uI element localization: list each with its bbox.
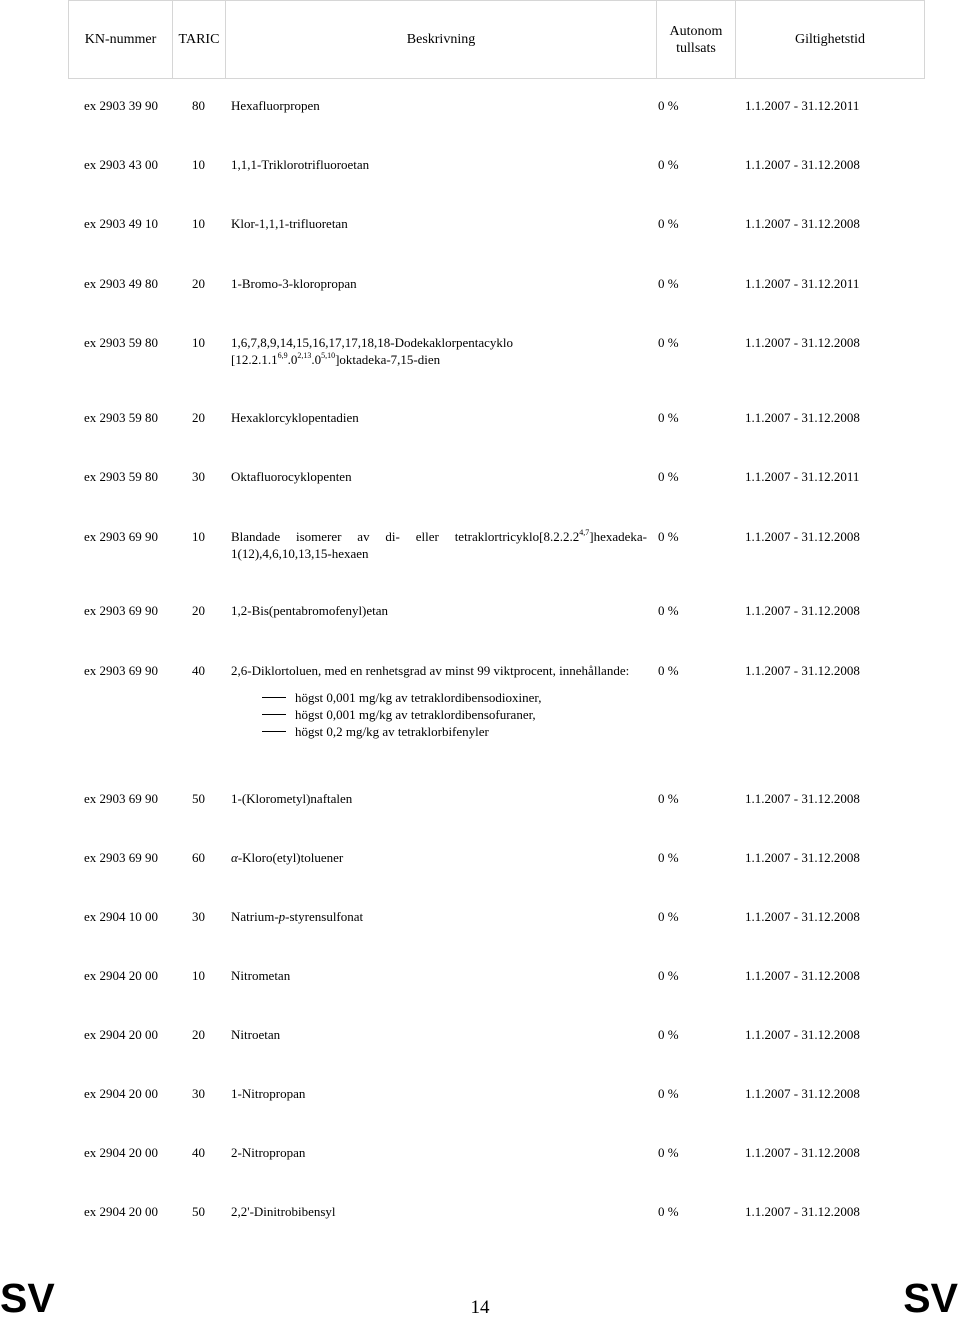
validity-period: 1.1.2007 - 31.12.2008 xyxy=(745,1086,860,1101)
kn-number: ex 2903 69 90 xyxy=(84,663,159,678)
kn-number: ex 2903 69 90 xyxy=(84,603,159,618)
header-taric: TARIC xyxy=(178,32,220,47)
dash-bullet xyxy=(262,697,286,698)
dash-bullet xyxy=(262,714,286,715)
superscript: 4,7 xyxy=(579,528,590,537)
description: 2,2'-Dinitrobibensyl xyxy=(231,1204,336,1219)
kn-number: ex 2904 20 00 xyxy=(84,1027,159,1042)
bullet-item xyxy=(231,689,647,706)
header-giltighetstid: Giltighetstid xyxy=(795,32,865,47)
duty-rate: 0 % xyxy=(658,968,679,983)
validity-period: 1.1.2007 - 31.12.2008 xyxy=(745,1204,860,1219)
duty-rate: 0 % xyxy=(658,335,679,350)
language-code-left: SV xyxy=(0,1275,55,1321)
validity-period: 1.1.2007 - 31.12.2008 xyxy=(745,157,860,172)
description: 1,2-Bis(pentabromofenyl)etan xyxy=(231,603,389,618)
taric-code: 20 xyxy=(192,1027,205,1042)
superscript: 2,13 xyxy=(297,351,312,360)
taric-code: 30 xyxy=(192,1086,205,1101)
taric-code: 20 xyxy=(192,410,205,425)
language-code-right: SV xyxy=(903,1275,958,1321)
kn-number: ex 2903 69 90 xyxy=(84,850,159,865)
duty-rate: 0 % xyxy=(658,663,679,678)
validity-period: 1.1.2007 - 31.12.2011 xyxy=(745,469,860,484)
duty-rate: 0 % xyxy=(658,157,679,172)
description: Nitroetan xyxy=(231,1027,281,1042)
header-rate-line1: Autonom xyxy=(669,23,723,39)
duty-rate: 0 % xyxy=(658,1204,679,1219)
validity-period: 1.1.2007 - 31.12.2008 xyxy=(745,663,860,678)
description: Hexafluorpropen xyxy=(231,98,320,113)
validity-period: 1.1.2007 - 31.12.2008 xyxy=(745,216,860,231)
description-line xyxy=(231,351,647,368)
kn-number: ex 2903 39 90 xyxy=(84,98,159,113)
description-part: [12.2.1.1 xyxy=(231,352,278,367)
description: Klor-1,1,1-trifluoretan xyxy=(231,216,348,231)
description-part: ]oktadeka-7,15-dien xyxy=(335,352,441,367)
kn-number: ex 2903 69 90 xyxy=(84,529,159,544)
header-beskrivning: Beskrivning xyxy=(406,32,476,47)
taric-code: 50 xyxy=(192,1204,205,1219)
description: 1-(Klorometyl)naftalen xyxy=(231,791,353,806)
duty-rate: 0 % xyxy=(658,1086,679,1101)
description xyxy=(231,908,647,925)
description-part: α xyxy=(231,850,238,865)
duty-rate: 0 % xyxy=(658,850,679,865)
taric-code: 40 xyxy=(192,1145,205,1160)
bullet-list xyxy=(231,689,647,740)
taric-code: 10 xyxy=(192,335,205,350)
kn-number: ex 2903 49 10 xyxy=(84,216,159,231)
bullet-text: högst 0,001 mg/kg av tetraklordibensodioxiner, xyxy=(295,690,542,705)
kn-number: ex 2903 59 80 xyxy=(84,335,159,350)
taric-code: 30 xyxy=(192,909,205,924)
kn-number: ex 2903 59 80 xyxy=(84,410,159,425)
header-autonom-tullsats xyxy=(657,1,735,78)
taric-code: 20 xyxy=(192,276,205,291)
kn-number: ex 2904 20 00 xyxy=(84,1086,159,1101)
description xyxy=(231,662,647,740)
validity-period: 1.1.2007 - 31.12.2008 xyxy=(745,410,860,425)
validity-period: 1.1.2007 - 31.12.2008 xyxy=(745,603,860,618)
taric-code: 10 xyxy=(192,216,205,231)
bullet-item xyxy=(231,723,647,740)
duty-rate: 0 % xyxy=(658,98,679,113)
taric-code: 30 xyxy=(192,469,205,484)
validity-period: 1.1.2007 - 31.12.2008 xyxy=(745,909,860,924)
taric-code: 10 xyxy=(192,529,205,544)
page-number: 14 xyxy=(470,1297,490,1318)
description-part: .0 xyxy=(311,352,322,367)
bullet-text: högst 0,001 mg/kg av tetraklordibensofuraner, xyxy=(295,707,536,722)
kn-number: ex 2904 20 00 xyxy=(84,1204,159,1219)
validity-period: 1.1.2007 - 31.12.2008 xyxy=(745,529,860,544)
description: 1-Bromo-3-kloropropan xyxy=(231,276,357,291)
duty-rate: 0 % xyxy=(658,1145,679,1160)
header-rate-line2: tullsats xyxy=(676,40,716,56)
kn-number: ex 2903 59 80 xyxy=(84,469,159,484)
description: 1,1,1-Triklorotrifluoroetan xyxy=(231,157,370,172)
description xyxy=(231,849,647,866)
description: Hexaklorcyklopentadien xyxy=(231,410,359,425)
taric-code: 40 xyxy=(192,663,205,678)
validity-period: 1.1.2007 - 31.12.2011 xyxy=(745,276,860,291)
description-line: 1,6,7,8,9,14,15,16,17,17,18,18-Dodekaklorpentacyklo xyxy=(231,335,513,350)
kn-number: ex 2903 69 90 xyxy=(84,791,159,806)
description xyxy=(231,528,647,562)
description: Oktafluorocyklopenten xyxy=(231,469,352,484)
duty-rate: 0 % xyxy=(658,276,679,291)
description-part: -Kloro(etyl)toluener xyxy=(237,850,344,865)
kn-number: ex 2903 49 80 xyxy=(84,276,159,291)
description-part: .0 xyxy=(287,352,298,367)
bullet-text: högst 0,2 mg/kg av tetraklorbifenyler xyxy=(295,724,489,739)
taric-code: 50 xyxy=(192,791,205,806)
duty-rate: 0 % xyxy=(658,469,679,484)
table-header xyxy=(68,0,925,79)
bullet-item xyxy=(231,706,647,723)
taric-code: 10 xyxy=(192,968,205,983)
validity-period: 1.1.2007 - 31.12.2008 xyxy=(745,791,860,806)
kn-number: ex 2904 20 00 xyxy=(84,968,159,983)
description: 2-Nitropropan xyxy=(231,1145,306,1160)
validity-period: 1.1.2007 - 31.12.2008 xyxy=(745,850,860,865)
duty-rate: 0 % xyxy=(658,603,679,618)
duty-rate: 0 % xyxy=(658,410,679,425)
taric-code: 10 xyxy=(192,157,205,172)
duty-rate: 0 % xyxy=(658,529,679,544)
description-part: ]hexadeka-1(12),4,6,10,13,15-hexaen xyxy=(231,529,647,561)
kn-number: ex 2903 43 00 xyxy=(84,157,159,172)
duty-rate: 0 % xyxy=(658,216,679,231)
dash-bullet xyxy=(262,731,286,732)
validity-period: 1.1.2007 - 31.12.2008 xyxy=(745,1145,860,1160)
duty-rate: 0 % xyxy=(658,1027,679,1042)
superscript: 5,10 xyxy=(321,351,336,360)
description-part: -styrensulfonat xyxy=(285,909,364,924)
header-kn-nummer: KN-nummer xyxy=(84,32,157,47)
validity-period: 1.1.2007 - 31.12.2008 xyxy=(745,1027,860,1042)
description: 1-Nitropropan xyxy=(231,1086,306,1101)
description-part: Natrium- xyxy=(231,909,279,924)
description-text: 2,6-Diklortoluen, med en renhetsgrad av minst 99 viktprocent, innehållande: xyxy=(231,663,630,678)
validity-period: 1.1.2007 - 31.12.2008 xyxy=(745,335,860,350)
taric-code: 20 xyxy=(192,603,205,618)
description-part: p xyxy=(278,909,286,924)
description-part: Blandade isomerer av di- eller tetraklortricyklo[8.2.2.2 xyxy=(231,529,580,544)
kn-number: ex 2904 10 00 xyxy=(84,909,159,924)
duty-rate: 0 % xyxy=(658,909,679,924)
description: Nitrometan xyxy=(231,968,291,983)
validity-period: 1.1.2007 - 31.12.2011 xyxy=(745,98,860,113)
validity-period: 1.1.2007 - 31.12.2008 xyxy=(745,968,860,983)
description xyxy=(231,334,647,368)
taric-code: 60 xyxy=(192,850,205,865)
superscript: 6,9 xyxy=(277,351,288,360)
kn-number: ex 2904 20 00 xyxy=(84,1145,159,1160)
duty-rate: 0 % xyxy=(658,791,679,806)
taric-code: 80 xyxy=(192,98,205,113)
